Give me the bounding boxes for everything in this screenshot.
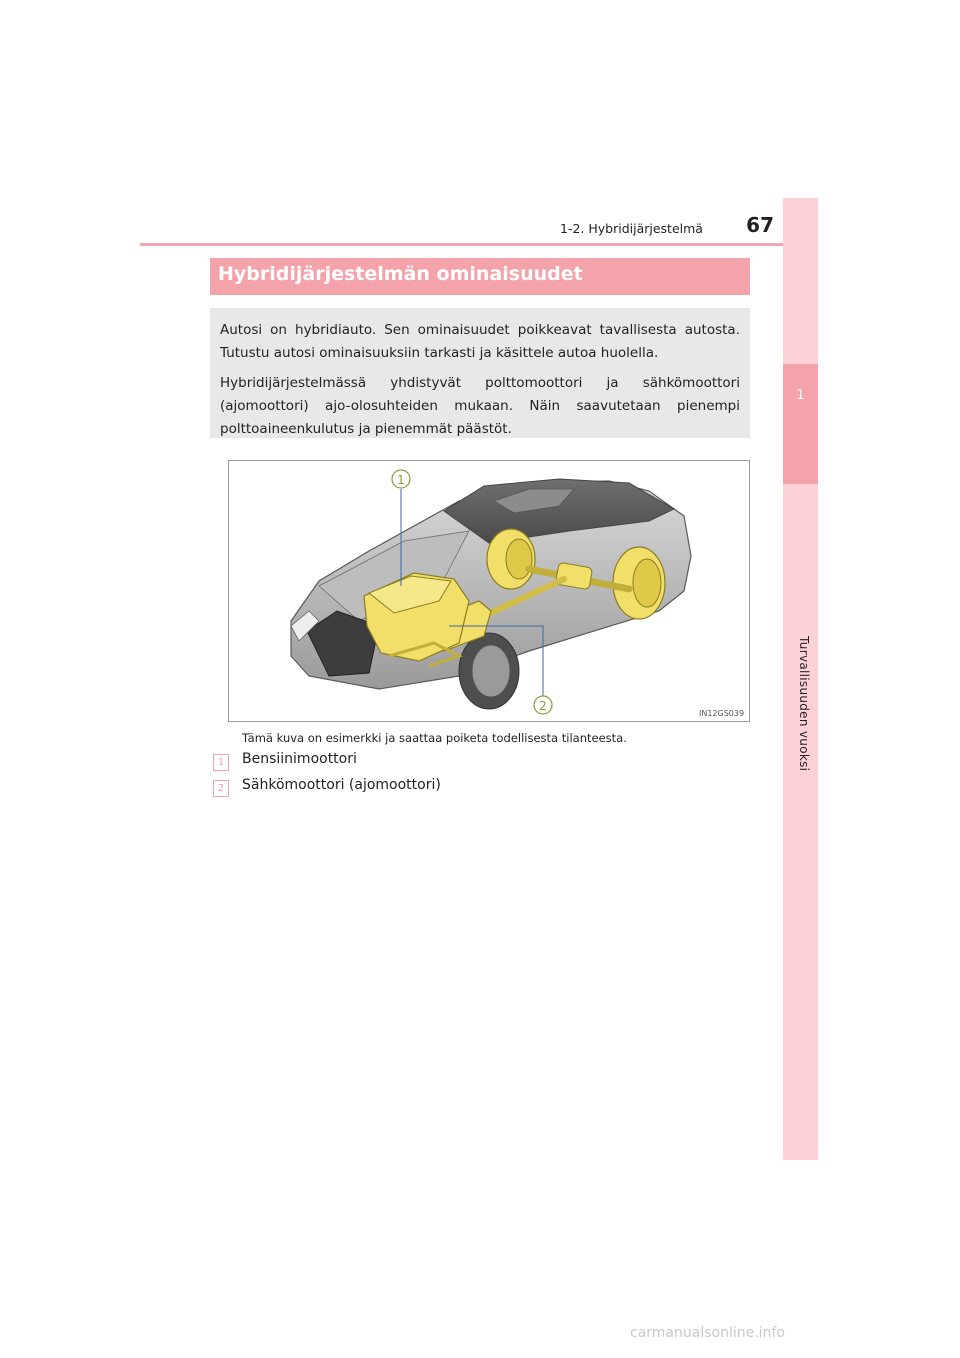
chapter-tab-active [783, 364, 818, 484]
callout-2-label: 2 [539, 699, 547, 713]
chapter-side-tab [783, 198, 818, 1160]
figure-code: IN12GS039 [699, 709, 745, 718]
page-number: 67 [746, 213, 774, 237]
front-wheel-rim [472, 645, 510, 697]
watermark: carmanualsonline.info [630, 1325, 785, 1341]
legend-number-2: 2 [213, 780, 229, 797]
chapter-tab-number: 1 [796, 388, 805, 403]
legend-text-2: Sähkömoottori (ajomoottori) [242, 777, 441, 793]
header-divider [140, 243, 818, 246]
rear-wheel-right-rim [633, 559, 661, 607]
legend-number-1: 1 [213, 754, 229, 771]
figure-caption: Tämä kuva on esimerkki ja saattaa poiketa todellisesta tilanteesta. [242, 731, 627, 745]
intro-paragraph-2: Hybridijärjestelmässä yhdistyvät polttomoottori ja sähkömoottori (ajomoottori) ajo-olosuhteiden mukaan. Näin saavutetaan pienempi polttoaineenkulutus ja pienemmät päästöt. [220, 375, 740, 437]
intro-box [210, 308, 750, 438]
intro-paragraph-1: Autosi on hybridiauto. Sen ominaisuudet poikkeavat tavallisesta autosta. Tutustu autosi ominaisuuksiin tarkasti ja käsittele autoa huolella. [220, 322, 740, 361]
rear-wheel-left-rim [506, 539, 532, 579]
car-illustration [229, 461, 749, 721]
legend-text-1: Bensiinimoottori [242, 751, 357, 767]
chapter-tab-label: Turvallisuuden vuoksi [797, 636, 811, 772]
callout-1-label: 1 [397, 473, 405, 487]
section-title: Hybridijärjestelmän ominaisuudet [210, 258, 750, 295]
hybrid-system-figure [228, 460, 750, 722]
chapter-title: 1-2. Hybridijärjestelmä [560, 221, 703, 236]
